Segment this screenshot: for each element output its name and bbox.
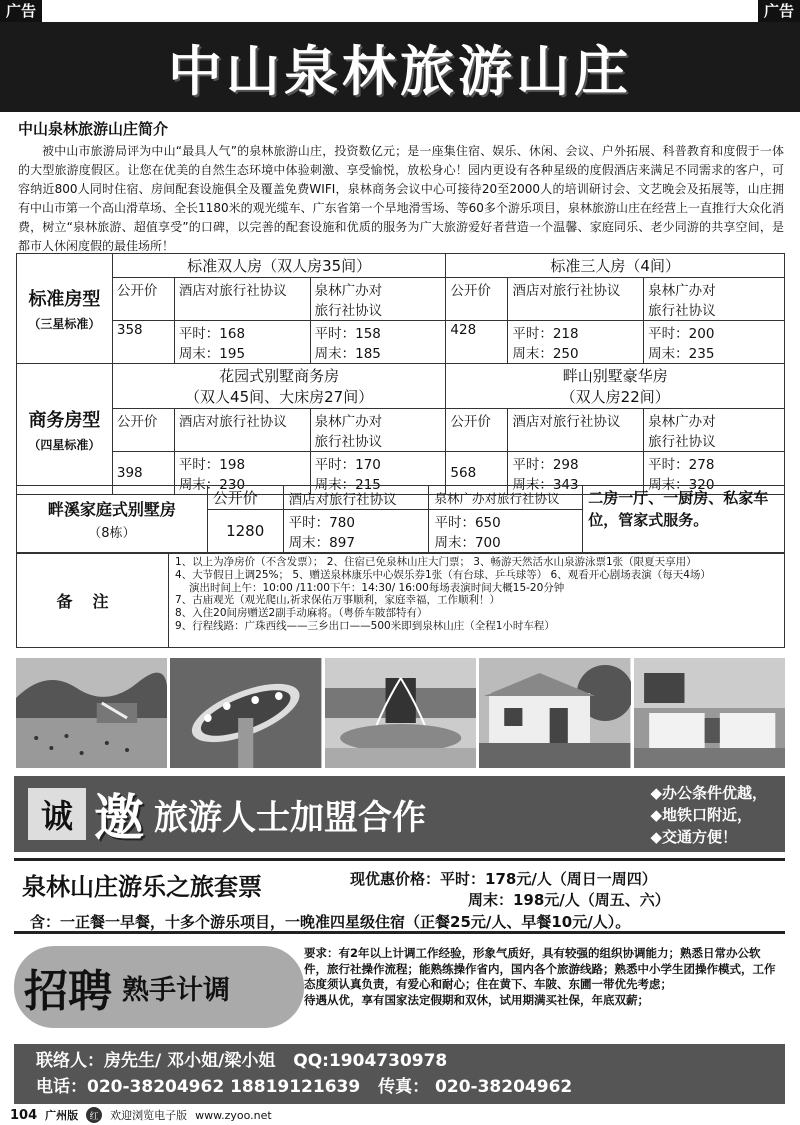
- hotel-price: 平时：198 周末：230: [174, 452, 310, 495]
- office-price: 平时：158 周末：185: [310, 321, 446, 364]
- room-price-table: [16, 253, 785, 495]
- intro-section: [18, 118, 784, 256]
- join-banner: [14, 776, 785, 852]
- room-name: 标准三人房（4间）: [446, 254, 785, 278]
- villa-price-table: [16, 485, 785, 553]
- recruit-benefits: 待遇从优，享有国家法定假期和双休，试用期满买社保，年底双薪；: [304, 992, 649, 1007]
- photo-villa: [479, 658, 630, 768]
- contact-qq: QQ:1904730978: [293, 1051, 448, 1071]
- photo-ride: [170, 658, 321, 768]
- recruit-requirements: 要求：有2年以上计调工作经验，形象气质好，具有较强的组织协调能力；熟悉日常办公软件，旅行社操作流程；能熟练操作省内，国内各个旅游线路；熟悉中小学生团操作模式，工作态度须认真负责，有爱心和耐心；住在黄下、车陂、东圃一带优先考虑； 待遇从优，享有国家法定假期和双休，试用期满买社保，年底双薪；: [304, 946, 776, 1007]
- join-points: [650, 782, 767, 848]
- villa-name: 畔溪家庭式别墅房: [47, 500, 176, 519]
- edition: 广州版: [45, 1109, 79, 1122]
- join-yao: 邀: [94, 788, 144, 847]
- hotel-price: 平时：780 周末：897: [283, 510, 429, 553]
- footer-site[interactable]: www.zyoo.net: [195, 1108, 272, 1122]
- room-name: 畔山别墅豪华房 （双人房22间）: [446, 364, 785, 409]
- page-footer: [10, 1106, 790, 1124]
- hotel-agency-header: 酒店对旅行社协议: [508, 278, 644, 321]
- office-agency-header: 泉林广办对旅行社协议: [429, 486, 583, 510]
- note-line: 7、古庙观光（观光爬山,祈求保佑万事顺利，家庭幸福，工作顺利！）: [175, 594, 501, 607]
- office-agency-header: 泉林广办对 旅行社协议: [644, 278, 785, 321]
- join-point: ◆办公条件优越，: [650, 784, 767, 802]
- contact-phone: 电话：020-38204962 18819121639: [36, 1077, 361, 1097]
- hotel-agency-header: 酒店对旅行社协议: [174, 278, 310, 321]
- contact-row-1: [36, 1048, 785, 1074]
- logo-icon: 红: [86, 1107, 102, 1123]
- public-price: 358: [112, 321, 174, 364]
- join-cheng: 诚: [28, 788, 86, 840]
- ad-tag-right: 广告: [758, 0, 800, 22]
- hotel-agency-header: 酒店对旅行社协议: [508, 409, 644, 452]
- note-line: 8、入住20间房赠送2副手动麻将。（粤侨车陂部特有）: [175, 607, 428, 620]
- ticket-weekday: 平时：178元/人（周日一周四）: [440, 870, 657, 888]
- contact-bar: [14, 1044, 785, 1104]
- standard-category-cell: [17, 254, 113, 364]
- hotel-agency-header: 酒店对旅行社协议: [283, 486, 429, 510]
- notes-body: [169, 554, 784, 647]
- page-number: 104: [10, 1107, 38, 1123]
- business-category: 商务房型: [28, 409, 101, 431]
- notes-box: [16, 553, 785, 648]
- notes-label: 备注: [17, 554, 169, 647]
- room-name: 标准双人房（双人房35间）: [112, 254, 446, 278]
- note-line: 1、以上为净房价（不含发票）； 2、住宿已免泉林山庄大门票； 3、畅游天然活水山泉游泳票1张（限夏天享用）: [175, 556, 697, 568]
- recruit-head: [14, 946, 304, 1028]
- office-price: 平时：170 周末：215: [310, 452, 446, 495]
- note-line: 演出时间上午：10:00 /11:00下午：14:30/ 16:00每场表演时间大概15-20分钟: [189, 581, 565, 594]
- ticket-package: [14, 858, 785, 934]
- hotel-price: 平时：298 周末：343: [508, 452, 644, 495]
- public-price-header: 公开价: [446, 409, 508, 452]
- ticket-includes: 含：一正餐一早餐，十多个游乐项目，一晚准四星级住宿（正餐25元/人、早餐10元/人）。: [30, 913, 631, 931]
- hotel-price: 平时：218 周末：250: [508, 321, 644, 364]
- office-price: 平时：278 周末：320: [644, 452, 785, 495]
- photo-room: [634, 658, 785, 768]
- standard-category: 标准房型: [28, 289, 101, 310]
- business-grade: （四星标准）: [28, 437, 101, 452]
- public-price-header: 公开价: [112, 409, 174, 452]
- recruit-role: 熟手计调: [122, 974, 230, 1006]
- intro-body: 被中山市旅游局评为中山“最具人气”的泉林旅游山庄，投资数亿元；是一座集住宿、娱乐、休闲、会议、户外拓展、科普教育和度假于一体的大型旅游度假区。让您在优美的自然生态环境中体验刺激、享受愉悦，放松身心！园内更设有各种星级的度假酒店来满足不同需求的客户，可容纳近800人同时住宿、房间配套设施俱全及覆盖免费WIFI，泉林商务会议中心可接待20至2000人的培训研讨会、文艺晚会及拓展等，山庄拥有中山市第一个高山滑草场、全长1180米的观光缆车、广东省第一个旱地滑雪场、等60多个游乐项目，泉林旅游山庄在经营上一直推行大众化消费，树立“泉林旅游、超值享受”的口碑，以完善的配套设施和优质的服务为广大旅游爱好者营造一个温馨、家庭同乐、老少同游的共享空间，是都市人休闲度假的最佳场所！: [18, 144, 784, 253]
- ticket-title: 泉林山庄游乐之旅套票: [22, 873, 262, 901]
- office-agency-header: 泉林广办对 旅行社协议: [310, 409, 446, 452]
- photo-strip: [16, 658, 785, 768]
- public-price-header: 公开价: [207, 486, 283, 510]
- intro-title: 中山泉林旅游山庄简介: [18, 120, 169, 138]
- public-price-header: 公开价: [446, 278, 508, 321]
- public-price: 1280: [207, 510, 283, 553]
- standard-grade: （三星标准）: [28, 317, 101, 331]
- villa-name-cell: [17, 486, 208, 553]
- join-point: ◆地铁口附近，: [650, 806, 752, 824]
- office-price: 平时：650 周末：700: [429, 510, 583, 553]
- resort-title: 中山泉林旅游山庄: [168, 39, 632, 103]
- public-price: 398: [112, 452, 174, 495]
- contact-row-2: [36, 1074, 785, 1100]
- office-agency-header: 泉林广办对 旅行社协议: [310, 278, 446, 321]
- ticket-weekend: 周末：198元/人（周五、六）: [468, 891, 670, 909]
- ticket-price-label: 现优惠价格：: [350, 870, 441, 888]
- join-point: ◆交通方便！: [650, 828, 737, 846]
- photo-fountain: [325, 658, 476, 768]
- join-slogan: 旅游人士加盟合作: [154, 797, 426, 838]
- business-category-cell: [17, 364, 113, 495]
- footer-slogan: 欢迎浏览电子版: [110, 1109, 188, 1122]
- recruit-section: [14, 940, 785, 1040]
- villa-count: （8栋）: [88, 526, 136, 541]
- office-agency-header: 泉林广办对 旅行社协议: [644, 409, 785, 452]
- hotel-price: 平时：168 周末：195: [174, 321, 310, 364]
- villa-extra: 二房一厅、一厨房、私家车位，管家式服务。: [583, 486, 785, 553]
- note-line: 9、行程线路：广珠西线——三乡出口——500米即到泉林山庄（全程1小时车程）: [175, 619, 555, 632]
- contact-person: 联络人：房先生/ 邓小姐/梁小姐: [36, 1051, 276, 1071]
- contact-fax: 传真： 020-38204962: [378, 1077, 573, 1097]
- note-line: 4、大节假日上调25%； 5、赠送泉林康乐中心娱乐券1张（有台球、乒乓球等） 6、观看开心剧场表演（每天4场）: [175, 568, 711, 581]
- public-price: 568: [446, 452, 508, 495]
- hotel-agency-header: 酒店对旅行社协议: [174, 409, 310, 452]
- recruit-zhao: 招聘: [24, 966, 112, 1017]
- ticket-price: [350, 869, 670, 911]
- photo-water-park: [16, 658, 167, 768]
- title-banner: [0, 22, 800, 112]
- room-name: 花园式别墅商务房 （双人45间、大床房27间）: [112, 364, 446, 409]
- ad-tag-left: 广告: [0, 0, 42, 22]
- office-price: 平时：200 周末：235: [644, 321, 785, 364]
- public-price-header: 公开价: [112, 278, 174, 321]
- public-price: 428: [446, 321, 508, 364]
